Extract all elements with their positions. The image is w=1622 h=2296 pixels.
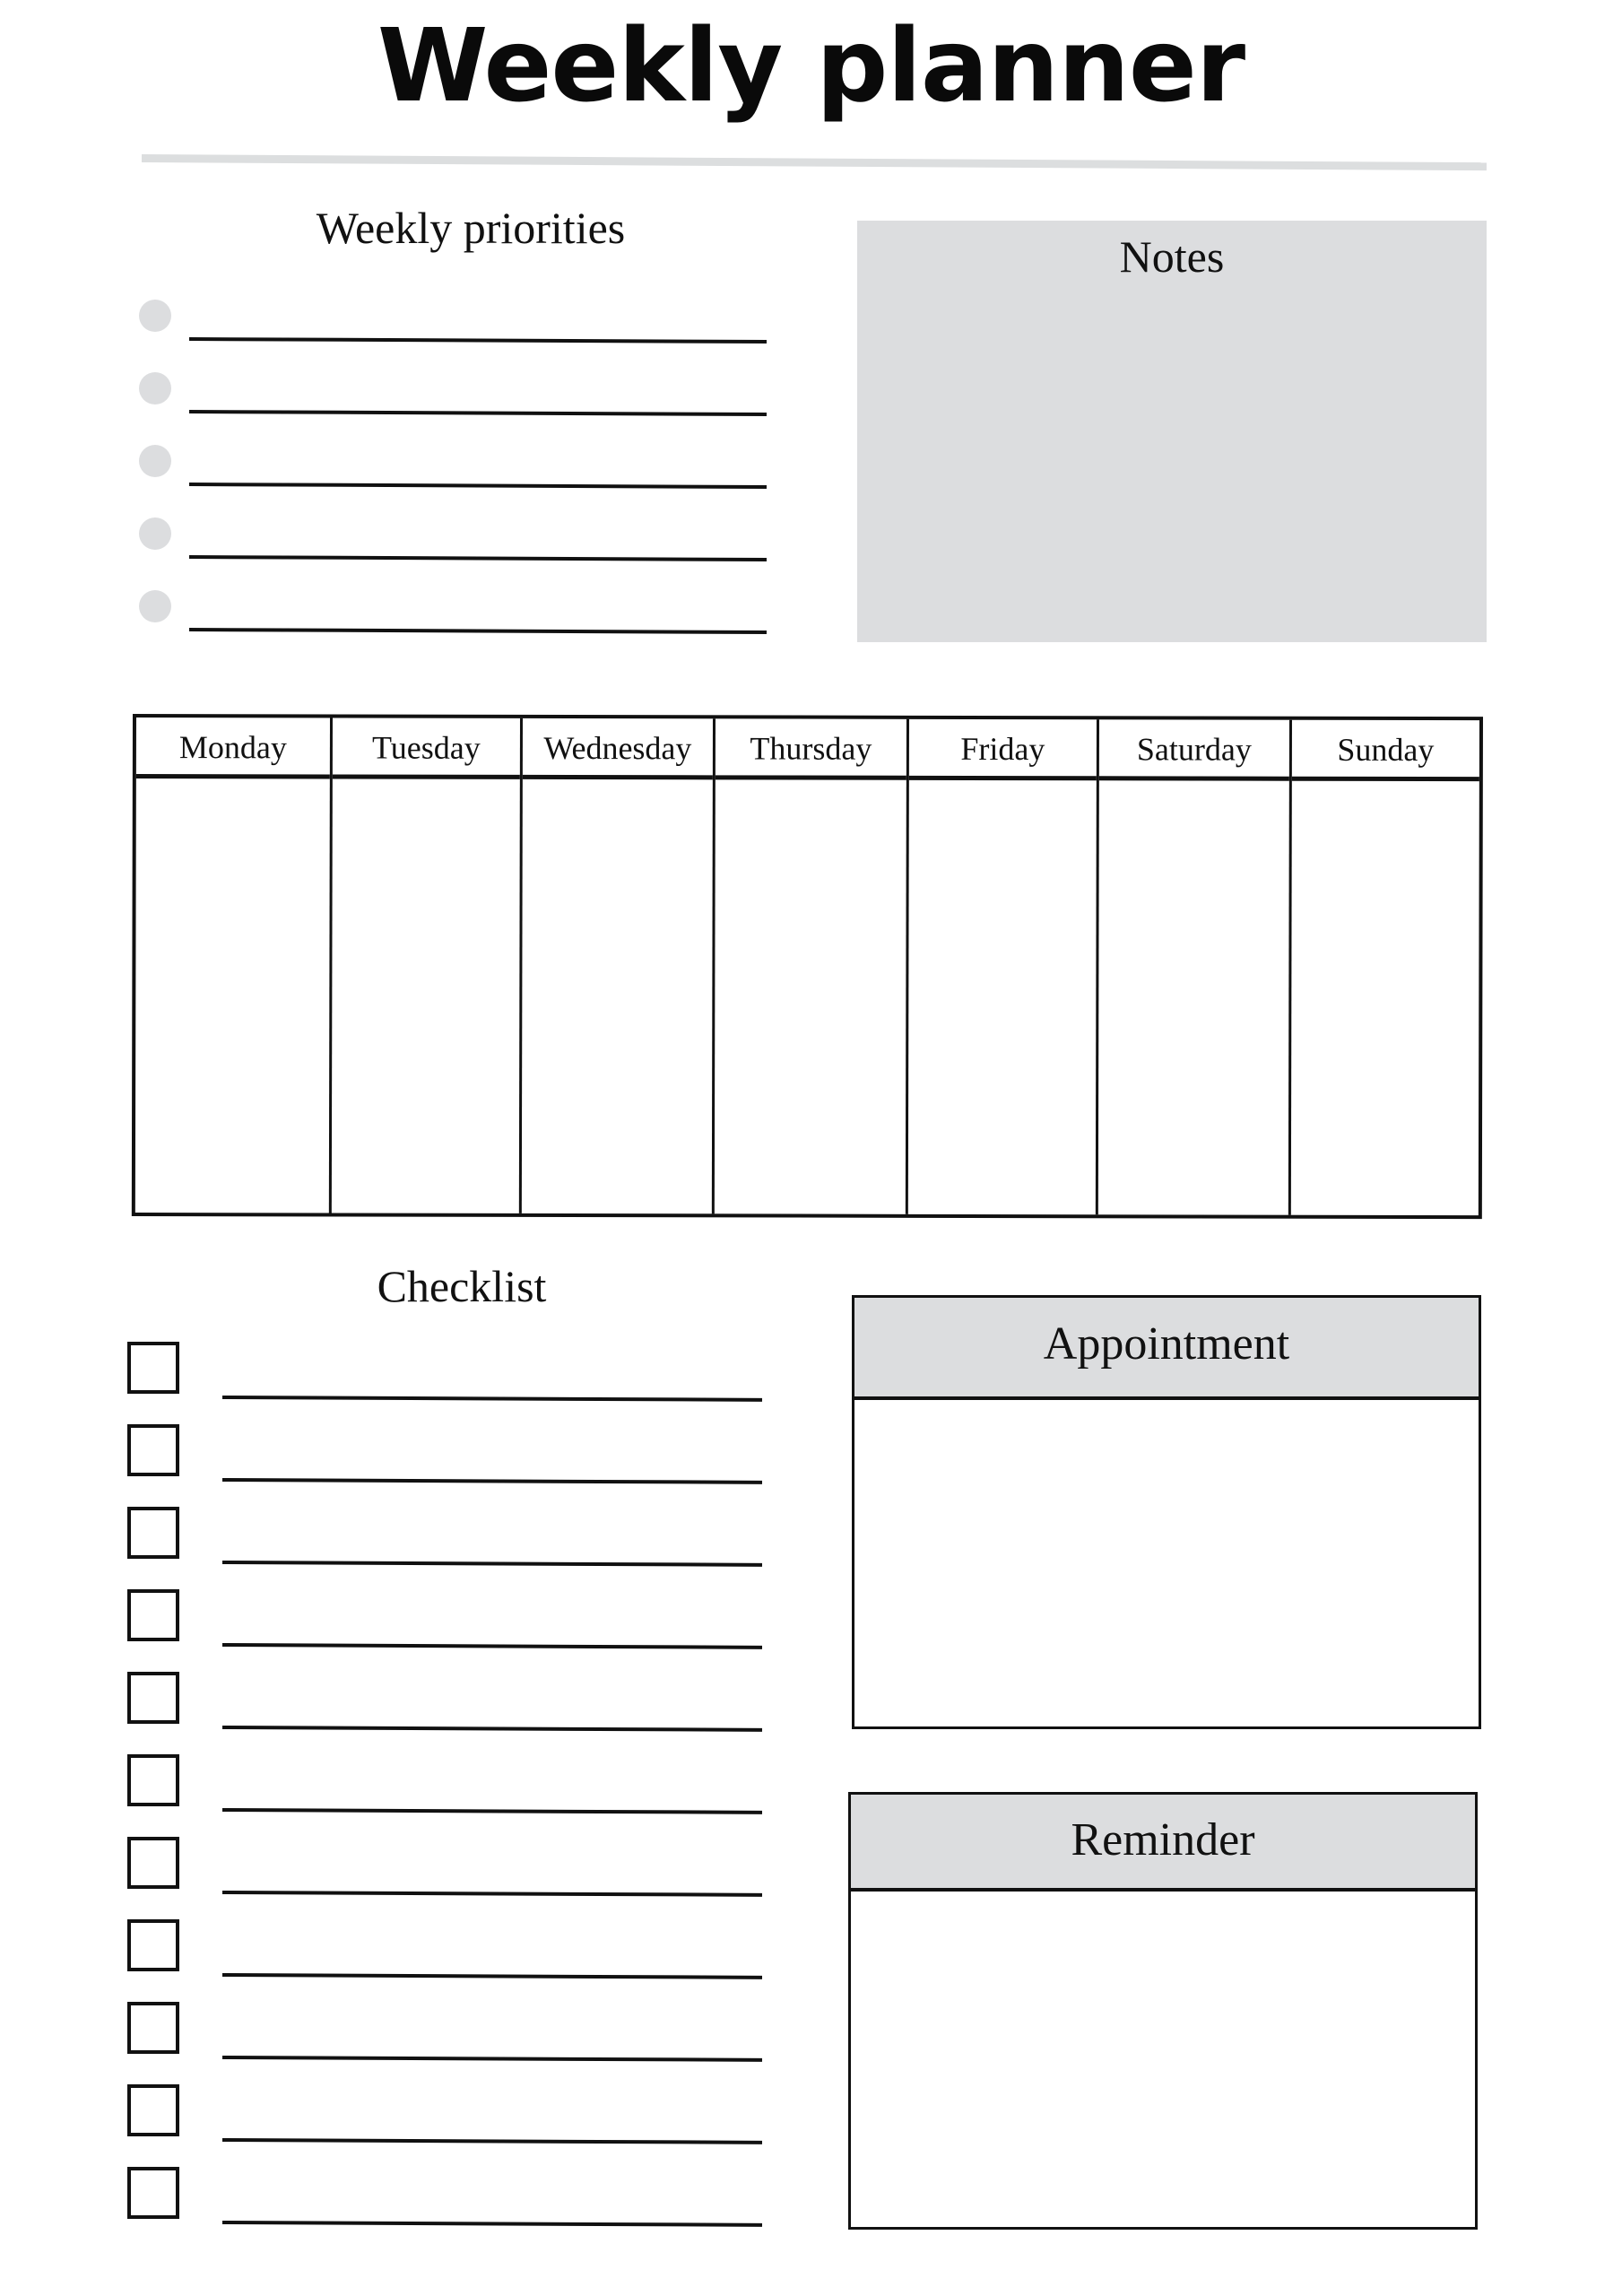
checklist-item[interactable] [127,2167,762,2222]
checklist-item[interactable] [127,1424,762,1480]
day-cell[interactable] [135,778,330,1213]
day-header: Wednesday [523,718,713,779]
appointment-content-area[interactable] [854,1400,1479,1726]
bullet-dot-icon [139,517,171,550]
bullet-dot-icon [139,445,171,477]
priority-item[interactable] [139,372,767,426]
checklist-item[interactable] [127,1837,762,1892]
priority-write-line[interactable] [189,555,767,561]
day-header: Friday [909,719,1097,780]
checklist-write-line[interactable] [222,1808,762,1814]
checklist-write-line[interactable] [222,1478,762,1484]
day-cell[interactable] [715,779,906,1213]
checkbox[interactable] [127,1507,179,1559]
priority-item[interactable] [139,300,767,353]
checklist-item[interactable] [127,1342,762,1397]
appointment-heading: Appointment [854,1298,1479,1400]
appointment-box [852,1295,1481,1729]
checklist-write-line[interactable] [222,1973,762,1979]
bullet-dot-icon [139,300,171,332]
checklist-item[interactable] [127,2084,762,2140]
day-header: Thursday [716,718,906,779]
checklist-write-line[interactable] [222,1396,762,1402]
notes-heading: Notes [1119,231,1225,282]
priority-write-line[interactable] [189,337,767,344]
checklist-write-line[interactable] [222,1726,762,1732]
checkbox[interactable] [127,1754,179,1806]
bullet-dot-icon [139,372,171,404]
reminder-box [848,1792,1478,2230]
day-header: Tuesday [333,718,520,778]
checklist-item[interactable] [127,1754,762,1810]
checkbox[interactable] [127,2002,179,2054]
title-divider [142,154,1487,170]
day-column-friday[interactable] [908,719,1099,1214]
day-cell[interactable] [332,778,520,1213]
checkbox[interactable] [127,1589,179,1641]
checklist-heading: Checklist [377,1261,547,1311]
checkbox[interactable] [127,1672,179,1724]
checklist-write-line[interactable] [222,2138,762,2144]
checklist-item[interactable] [127,1589,762,1645]
checklist-item[interactable] [127,1919,762,1975]
priority-item[interactable] [139,517,767,571]
checklist-item[interactable] [127,1672,762,1727]
day-column-monday[interactable] [135,718,333,1213]
priority-write-line[interactable] [189,483,767,489]
priority-item[interactable] [139,590,767,644]
day-column-tuesday[interactable] [332,718,523,1213]
checklist-item[interactable] [127,1507,762,1562]
day-cell[interactable] [1291,781,1479,1215]
day-cell[interactable] [1098,780,1289,1214]
priority-item[interactable] [139,445,767,499]
day-header: Saturday [1099,719,1289,780]
priority-write-line[interactable] [189,628,767,634]
day-column-wednesday[interactable] [522,718,716,1213]
day-column-saturday[interactable] [1098,719,1292,1214]
week-table [132,714,1483,1219]
reminder-heading: Reminder [851,1795,1475,1892]
checkbox[interactable] [127,1424,179,1476]
reminder-content-area[interactable] [851,1892,1475,2227]
checklist-write-line[interactable] [222,1643,762,1649]
checkbox[interactable] [127,1342,179,1394]
day-header: Sunday [1292,720,1479,781]
checkbox[interactable] [127,1919,179,1971]
checklist-write-line[interactable] [222,2056,762,2062]
page-title: Weekly planner [377,8,1245,125]
checkbox[interactable] [127,2167,179,2219]
checklist-write-line[interactable] [222,2221,762,2227]
day-column-sunday[interactable] [1291,720,1479,1215]
bullet-dot-icon [139,590,171,622]
checklist-item[interactable] [127,2002,762,2057]
checklist-write-line[interactable] [222,1561,762,1567]
checkbox[interactable] [127,2084,179,2136]
day-column-thursday[interactable] [715,718,909,1213]
day-cell[interactable] [908,780,1097,1214]
checklist-write-line[interactable] [222,1891,762,1897]
notes-box[interactable] [857,221,1487,642]
checkbox[interactable] [127,1837,179,1889]
priority-write-line[interactable] [189,410,767,416]
day-header: Monday [136,718,330,778]
day-cell[interactable] [522,779,713,1213]
priorities-heading: Weekly priorities [316,203,626,253]
